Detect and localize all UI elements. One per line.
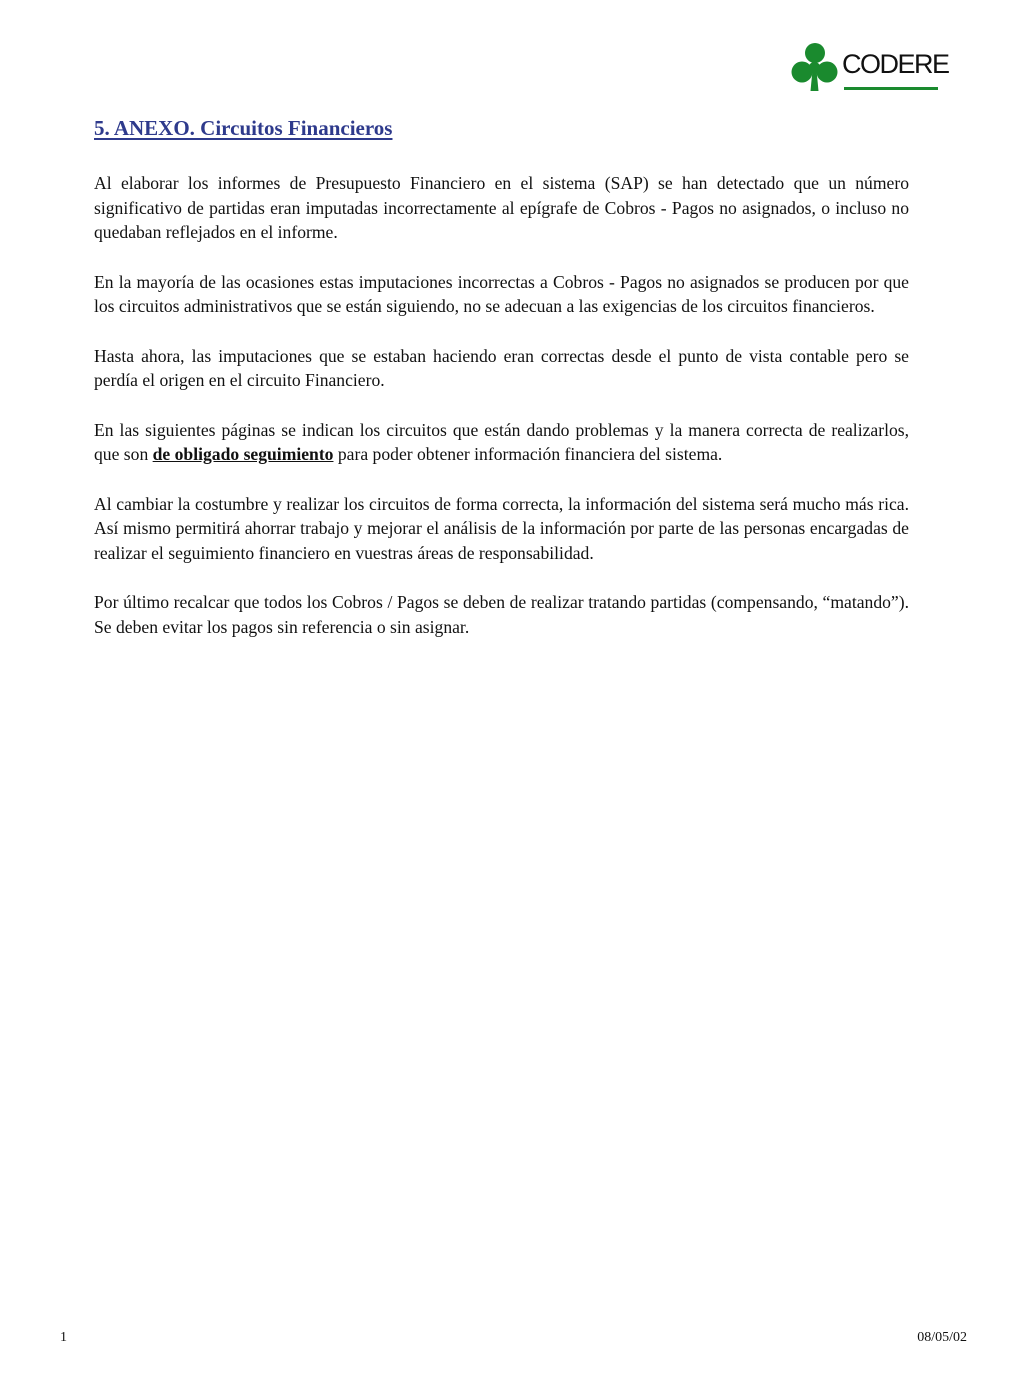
paragraph-benefits: Al cambiar la costumbre y realizar los circuitos de forma correcta, la información del sistema será mucho más rica. Así mismo permitirá ahorrar trabajo y mejorar el análisis de la información por parte de las personas encargadas de realizar el seguimiento financiero en vuestras áreas de responsabilidad. [94,493,909,563]
paragraph-intro: Al elaborar los informes de Presupuesto Financiero en el sistema (SAP) se han detectado que un número significativo de partidas eran imputadas incorrectamente al epígrafe de Cobros - Pagos no asignados, o incluso no quedaban reflejados en el informe. [94,173,909,242]
codere-logo [788,40,949,94]
mandatory-emphasis: de obligado seguimiento [152,444,334,464]
paragraph-until-now: Hasta ahora, las imputaciones que se estaban haciendo eran correctas desde el punto de vista contable pero se perdía el origen en el circuito Financiero. [94,345,909,390]
paragraph-incorrect-imputations: En la mayoría de las ocasiones estas imputaciones incorrectas a Cobros - Pagos no asignados se producen por que los circuitos administrativos que se están siguiendo, no se adecuan a las exigencias de los circuitos financieros. [94,271,909,316]
club-trefoil-icon [788,40,840,94]
paragraph-following-pages-start: En las siguientes páginas se indican los circuitos que están dando problemas y la manera correcta de realizarlos, que son [94,419,909,464]
logo-wordmark: CODERE [842,49,949,79]
footer-date: 08/05/02 [917,1330,967,1345]
section-title: 5. ANEXO. Circuitos Financieros [94,116,393,140]
paragraph-following-pages-end: para poder obtener información financiera del sistema. [333,444,723,464]
paragraph-following-pages [94,418,909,467]
logo-underline [844,87,938,90]
body-text [94,171,909,664]
paragraph-closing: Por último recalcar que todos los Cobros / Pagos se deben de realizar tratando partidas (compensando, “matando”). Se deben evitar los pagos sin referencia o sin asignar. [94,592,909,637]
page-number: 1 [60,1330,67,1345]
